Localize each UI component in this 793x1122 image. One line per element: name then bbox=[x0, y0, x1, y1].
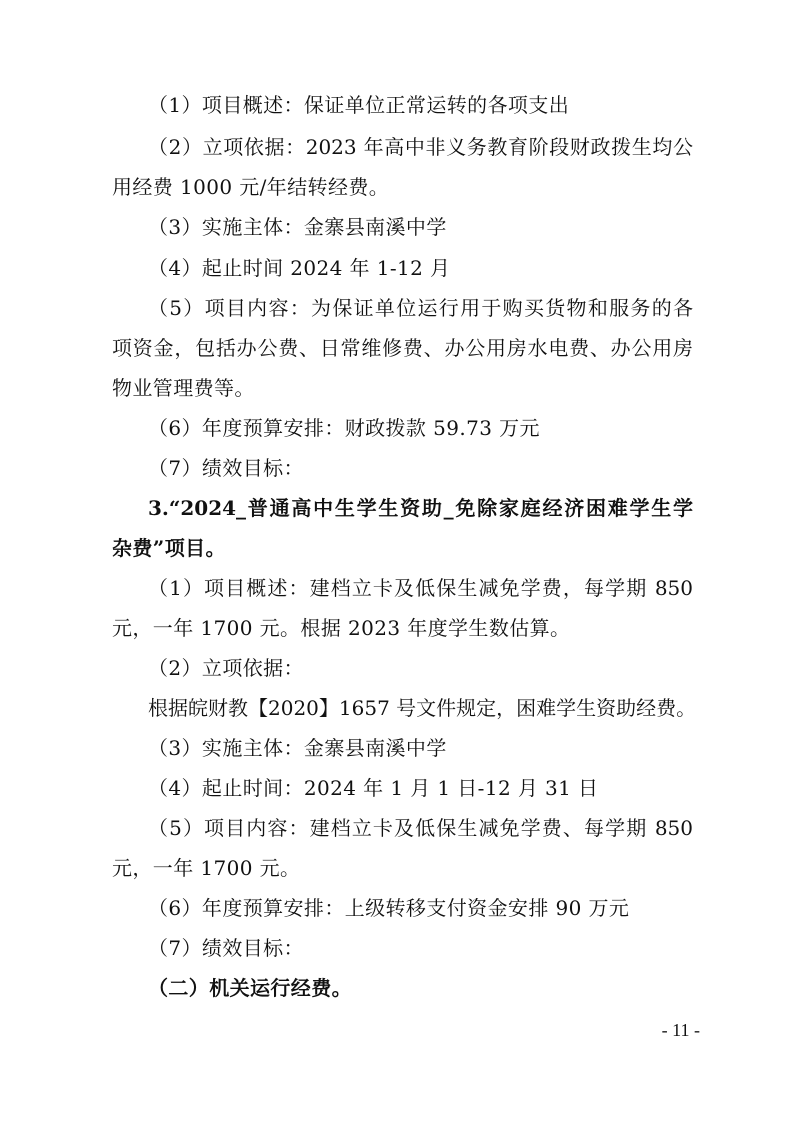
project-basis-line: （2）立项依据：2023 年高中非义务教育阶段财政拨生均公 bbox=[148, 135, 693, 159]
project-basis-line: 根据皖财教【2020】1657 号文件规定，困难学生资助经费。 bbox=[148, 696, 697, 720]
project-period-line: （4）起止时间：2024 年 1 月 1 日-12 月 31 日 bbox=[148, 776, 599, 800]
project-overview-line: （1）项目概述：保证单位正常运转的各项支出 bbox=[148, 93, 570, 117]
project-basis-label: （2）立项依据： bbox=[148, 656, 304, 680]
project-budget-line: （6）年度预算安排：上级转移支付资金安排 90 万元 bbox=[148, 896, 630, 920]
project-implementer-line: （3）实施主体：金寨县南溪中学 bbox=[148, 736, 447, 760]
project-heading: 3.“2024_普通高中生学生资助_免除家庭经济困难学生学 bbox=[148, 496, 693, 520]
project-budget-line: （6）年度预算安排：财政拨款 59.73 万元 bbox=[148, 416, 540, 440]
project-period-line: （4）起止时间 2024 年 1-12 月 bbox=[148, 256, 451, 280]
project-overview-line: （1）项目概述：建档立卡及低保生减免学费，每学期 850 bbox=[148, 576, 693, 600]
project-goal-line: （7）绩效目标： bbox=[148, 936, 304, 960]
project-content-line: 元，一年 1700 元。 bbox=[112, 856, 301, 880]
project-content-line: 项资金，包括办公费、日常维修费、办公用房水电费、办公用房 bbox=[112, 336, 693, 360]
project-content-line: （5）项目内容：建档立卡及低保生减免学费、每学期 850 bbox=[148, 816, 693, 840]
project-goal-line: （7）绩效目标： bbox=[148, 456, 304, 480]
project-content-line: （5）项目内容：为保证单位运行用于购买货物和服务的各 bbox=[148, 296, 693, 320]
page-number: - 11 - bbox=[661, 1020, 700, 1040]
section-heading: （二）机关运行经费。 bbox=[148, 976, 352, 1000]
project-implementer-line: （3）实施主体：金寨县南溪中学 bbox=[148, 215, 447, 239]
project-heading: 杂费”项目。 bbox=[112, 536, 226, 560]
project-overview-line: 元，一年 1700 元。根据 2023 年度学生数估算。 bbox=[112, 616, 571, 640]
project-basis-line: 用经费 1000 元/年结转经费。 bbox=[112, 175, 390, 199]
project-content-line: 物业管理费等。 bbox=[112, 376, 255, 400]
